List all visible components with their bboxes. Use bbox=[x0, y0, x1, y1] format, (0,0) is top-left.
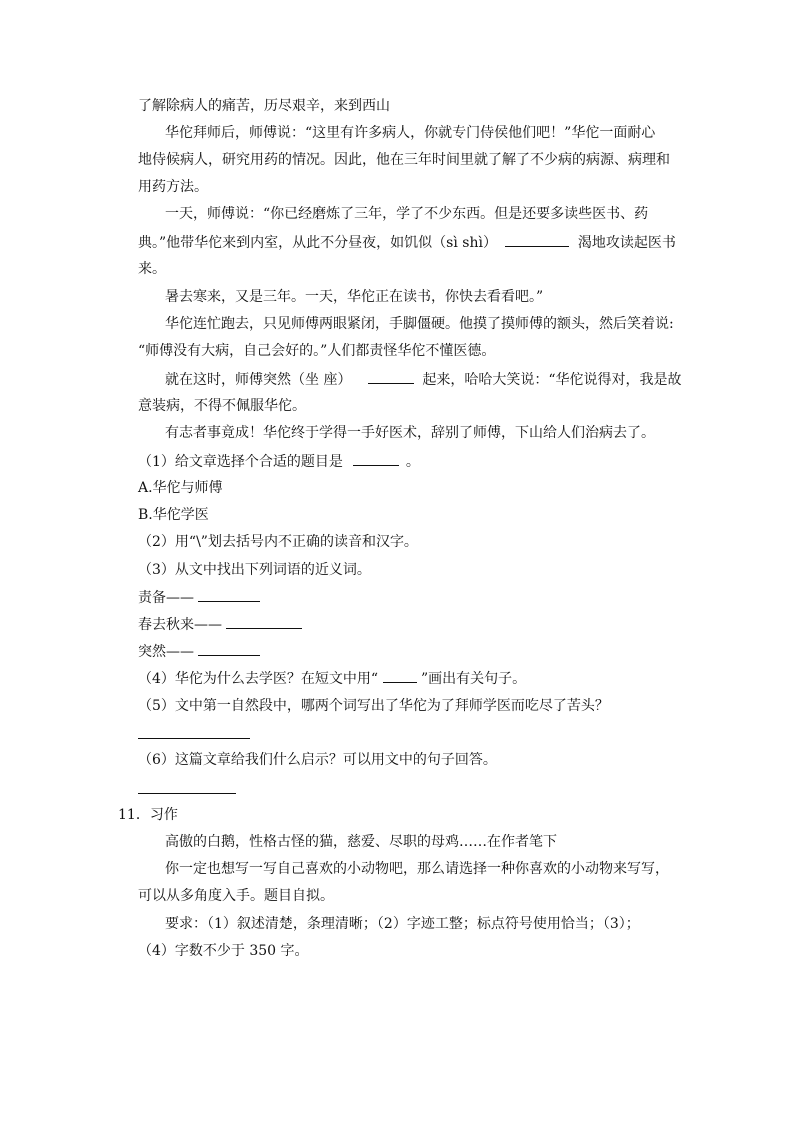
composition-requirements: （4）字数不少于 350 字。 bbox=[138, 943, 309, 959]
answer-blank[interactable] bbox=[226, 614, 302, 629]
question-6: （6）这篇文章给我们什么启示？可以用文中的句子回答。 bbox=[138, 752, 497, 768]
answer-line[interactable] bbox=[138, 738, 250, 739]
answer-line[interactable] bbox=[138, 793, 236, 794]
question-text: （4）华佗为什么去学医？在短文中用“ bbox=[138, 671, 379, 687]
option-a[interactable]: A.华佗与师傅 bbox=[138, 480, 223, 496]
passage-line: 有志者事竟成！华佗终于学得一手好医术，辞别了师傅，下山给人们治病去了。 bbox=[165, 425, 655, 441]
passage-text: 起来，哈哈大笑说：“华佗说得对，我是故 bbox=[422, 372, 682, 388]
question-text: 。 bbox=[405, 454, 420, 470]
composition-requirements: 要求：（1）叙述清楚，条理清晰；（2）字迹工整；标点符号使用恰当；（3）； bbox=[165, 916, 640, 932]
question-5: （5）文中第一自然段中，哪两个词写出了华佗为了拜师学医而吃尽了苦头？ bbox=[138, 698, 609, 714]
synonym-word: 春去秋来—— bbox=[138, 617, 222, 633]
passage-text: 就在这时，师傅突然（坐 座） bbox=[165, 372, 352, 388]
passage-text: 渴地攻读起医书 bbox=[577, 235, 676, 251]
option-b[interactable]: B.华佗学医 bbox=[138, 507, 209, 523]
passage-line: 来。 bbox=[138, 261, 166, 277]
composition-line: 你一定也想写一写自己喜欢的小动物吧，那么请选择一种你喜欢的小动物来写写， bbox=[165, 861, 669, 877]
passage-line: 意装病，不得不佩服华佗。 bbox=[138, 398, 306, 414]
passage-line bbox=[165, 369, 682, 389]
passage-line: 地侍候病人，研究用药的情况。因此，他在三年时间里就了解了不少病的病源、病理和 bbox=[138, 152, 670, 168]
answer-blank[interactable] bbox=[198, 641, 260, 656]
fill-blank[interactable] bbox=[368, 369, 414, 384]
synonym-item bbox=[138, 641, 260, 661]
passage-line: “师傅没有大病，自己会好的。”人们都责怪华佗不懂医德。 bbox=[138, 343, 496, 359]
underline-sample bbox=[383, 668, 417, 683]
passage-line: 用药方法。 bbox=[138, 179, 208, 195]
composition-heading: 11．习作 bbox=[118, 807, 178, 823]
synonym-item bbox=[138, 587, 260, 607]
synonym-item bbox=[138, 614, 302, 634]
passage-line: 华佗拜师后，师傅说：“这里有许多病人，你就专门侍侯他们吧！”华佗一面耐心 bbox=[165, 125, 656, 141]
question-2: （2）用“\”划去括号内不正确的读音和汉字。 bbox=[138, 534, 418, 550]
passage-line: 一天，师傅说：“你已经磨炼了三年，学了不少东西。但是还要多读些医书、药 bbox=[165, 206, 649, 222]
passage-line: 了解除病人的痛苦，历尽艰辛，来到西山 bbox=[138, 98, 390, 114]
question-3: （3）从文中找出下列词语的近义词。 bbox=[138, 562, 371, 578]
fill-blank[interactable] bbox=[505, 232, 569, 247]
answer-blank[interactable] bbox=[353, 451, 399, 466]
answer-blank[interactable] bbox=[198, 587, 260, 602]
passage-line bbox=[138, 232, 676, 252]
question-text: ”画出有关句子。 bbox=[420, 671, 527, 687]
question-1 bbox=[138, 451, 420, 471]
synonym-word: 责备—— bbox=[138, 590, 194, 606]
passage-line: 华佗连忙跑去，只见师傅两眼紧闭，手脚僵硬。他摸了摸师傅的额头，然后笑着说: bbox=[165, 316, 674, 332]
composition-line: 高傲的白鹅，性格古怪的猫，慈爱、尽职的母鸡……在作者笔下 bbox=[165, 834, 557, 850]
question-4 bbox=[138, 668, 526, 688]
passage-line: 暑去寒来，又是三年。一天，华佗正在读书，你快去看看吧。” bbox=[165, 289, 544, 305]
composition-line: 可以从多角度入手。题目自拟。 bbox=[138, 888, 334, 904]
passage-text: 典。”他带华佗来到内室，从此不分昼夜，如饥似（sì shì） bbox=[138, 235, 497, 251]
question-text: （1）给文章选择个合适的题目是 bbox=[138, 454, 343, 470]
synonym-word: 突然—— bbox=[138, 644, 194, 660]
